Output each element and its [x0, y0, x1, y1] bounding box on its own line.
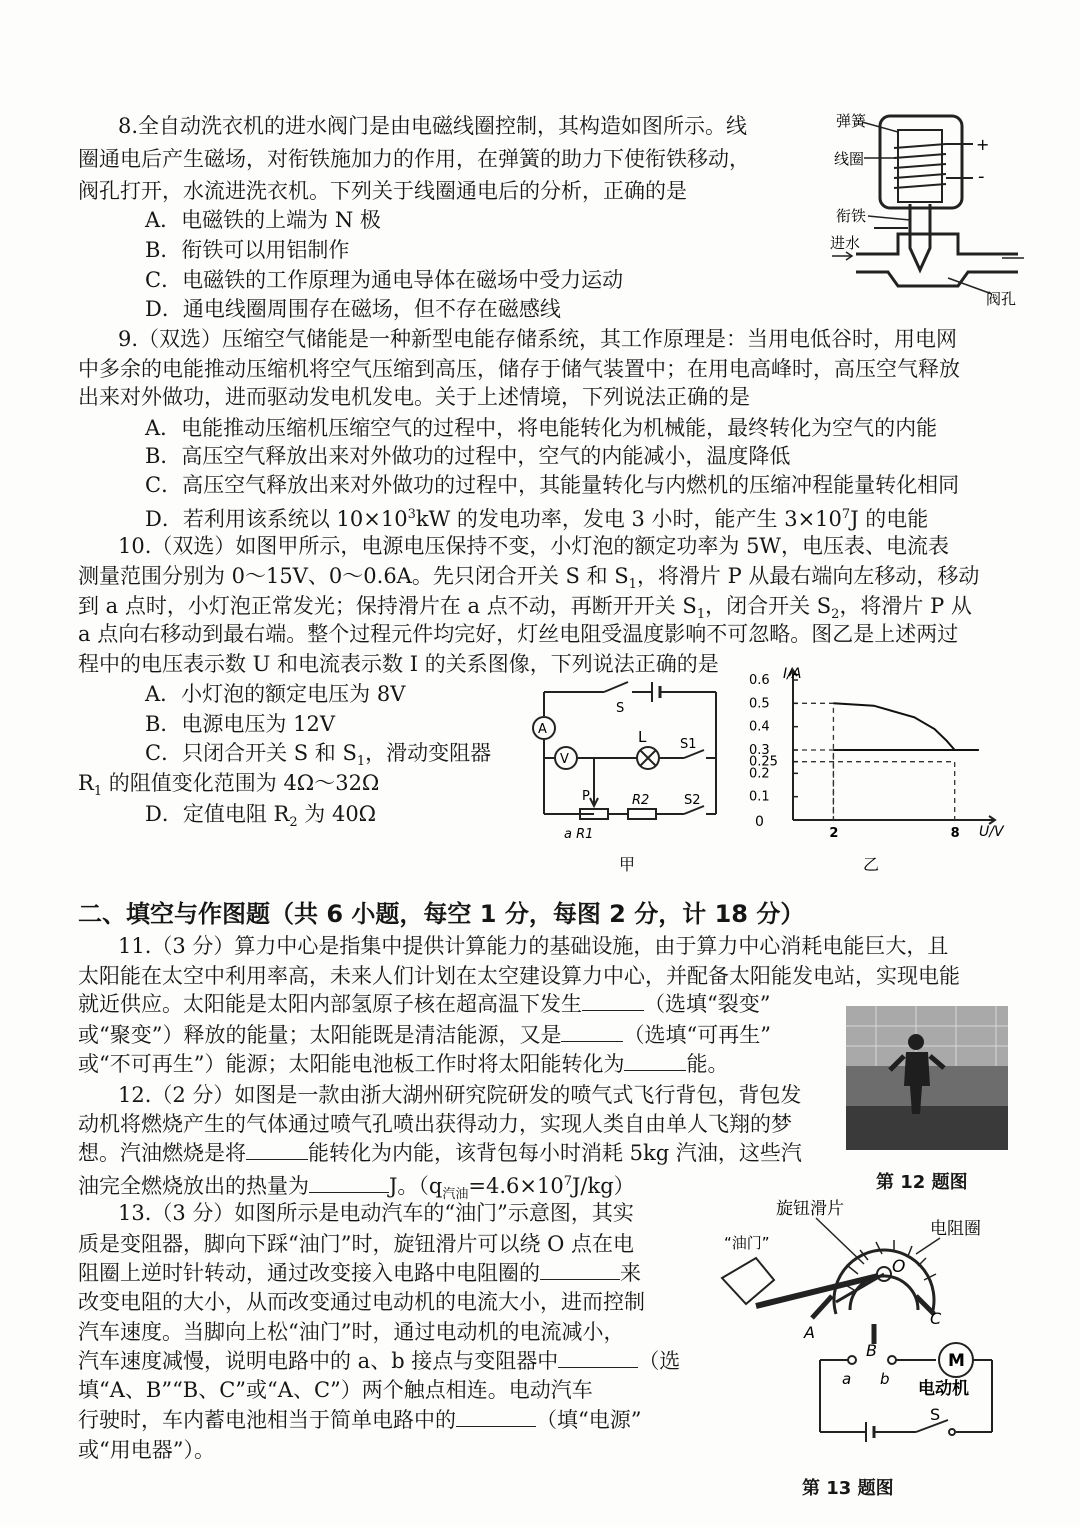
- resistor-r2: [628, 809, 656, 819]
- q13-line1: 13.（3 分）如图所示是电动汽车的“油门”示意图，其实: [118, 1201, 634, 1225]
- plus-terminal: +: [976, 135, 990, 154]
- q13-line9: 或“用电器”）。: [78, 1438, 215, 1462]
- q13-line5: 汽车速度。当脚向上松“油门”时，通过电动机的电流减小，: [78, 1320, 625, 1344]
- svg-text:A: A: [804, 1323, 815, 1342]
- q11-line3: 就近供应。太阳能是太阳内部氢原子核在超高温下发生 （选填“裂变”: [78, 992, 771, 1016]
- svg-text:R2: R2: [632, 793, 650, 808]
- q12-caption: 第 12 题图: [876, 1172, 968, 1193]
- q10-option-a: A．小灯泡的额定电压为 8V: [145, 682, 406, 706]
- graph-xlabel: U/V: [979, 824, 1004, 840]
- q10-option-b: B．电源电压为 12V: [145, 712, 335, 736]
- svg-text:S1: S1: [680, 737, 697, 752]
- graph-caption: 乙: [863, 855, 880, 874]
- valve-hole-label: 阀孔: [986, 290, 1017, 308]
- motor-label: 电动机: [918, 1379, 969, 1399]
- q10-stem-line1: 10.（双选）如图甲所示，电源电压保持不变，小灯泡的额定功率为 5W，电压表、电流表: [118, 534, 950, 558]
- q11-blank-1[interactable]: [582, 990, 644, 1011]
- q8-stem-line3: 阀孔打开，水流进洗衣机。下列关于线圈通电后的分析，正确的是: [78, 179, 687, 203]
- q10-option-d: D．定值电阻 $R_2$ 为 40Ω: [145, 802, 377, 831]
- q10-stem-line4: a 点向右移动到最右端。整个过程元件均完好，灯丝电阻受温度影响不可忽略。图乙是上述两过: [78, 622, 959, 646]
- q13-line8: 行驶时，车内蓄电池相当于简单电路中的 （填“电源”: [78, 1408, 642, 1432]
- q12-line4: 油完全燃烧放出的热量为 J。$(q_{汽油}=4.6\times 10^7J/kg)$: [78, 1174, 635, 1203]
- q13-line2: 质是变阻器，脚向下踩“油门”时，旋钮滑片可以绕 O 点在电: [78, 1232, 635, 1256]
- upper-pipe: [856, 234, 1018, 254]
- section-2-title: 二、填空与作图题（共 6 小题，每空 1 分，每图 2 分，计 18 分）: [78, 900, 805, 928]
- q9-stem-line2: 中多余的电能推动压缩机将空气压缩到高压，储存于储气装置中；在用电高峰时，高压空气释放: [78, 357, 960, 381]
- svg-text:V: V: [560, 752, 569, 767]
- q11-line1: 11.（3 分）算力中心是指集中提供计算能力的基础设施，由于算力中心消耗电能巨大，且: [118, 934, 949, 958]
- q9-stem-line1: 9.（双选）压缩空气储能是一种新型电能存储系统，其工作原理是：当用电低谷时，用电网: [118, 327, 958, 351]
- graph-origin: 0: [755, 814, 764, 830]
- svg-text:M: M: [948, 1351, 965, 1371]
- q10-stem-line5: 程中的电压表示数 U 和电流表示数 I 的关系图像，下列说法正确的是: [78, 652, 719, 676]
- y-tick-label: 0.2: [749, 766, 770, 782]
- q12-jetpack-photo: [846, 1006, 1008, 1150]
- q12-line1: 12.（2 分）如图是一款由浙大湖州研究院研发的喷气式飞行背包，背包发: [118, 1083, 802, 1107]
- q11-blank-3[interactable]: [624, 1050, 686, 1071]
- svg-text:B: B: [866, 1341, 877, 1360]
- pilot-head: [908, 1034, 924, 1050]
- svg-text:S: S: [616, 701, 625, 716]
- svg-text:O: O: [892, 1257, 906, 1277]
- q13-blank-2[interactable]: [558, 1347, 638, 1368]
- q13-blank-3[interactable]: [456, 1406, 536, 1427]
- svg-text:C: C: [930, 1309, 942, 1328]
- q9-option-d: D．若利用该系统以 $10\times 10^3kW$ 的发电功率，发电 3 小时，能产生 $3\times 10^7J$ 的电能: [145, 507, 929, 531]
- q11-line4: 或“聚变”）释放的能量；太阳能既是清洁能源，又是 （选填“可再生”: [78, 1023, 771, 1047]
- x-tick-label: 2: [829, 826, 839, 841]
- pedal-label: “油门”: [724, 1234, 770, 1252]
- q8-option-b: B．衔铁可以用铝制作: [145, 238, 350, 262]
- circuit-caption: 甲: [619, 855, 636, 874]
- dashed-guide: [793, 762, 955, 820]
- q10-option-c: C．只闭合开关 S 和 $S_1$，滑动变阻器: [145, 741, 492, 770]
- q12-line3: 想。汽油燃烧是将 能转化为内能，该背包每小时消耗 5kg 汽油，这些汽: [78, 1141, 802, 1165]
- svg-text:S: S: [930, 1405, 941, 1424]
- q9-option-c: C．高压空气释放出来对外做功的过程中，其能量转化与内燃机的压缩冲程能量转化相同: [145, 473, 960, 497]
- q9-option-b: B．高压空气释放出来对外做功的过程中，空气的内能减小，温度降低: [145, 444, 791, 468]
- y-tick-label: 0.25: [749, 754, 778, 770]
- graph-ylabel: I/A: [783, 666, 802, 682]
- coil-label: 线圈: [834, 150, 865, 168]
- q13-blank-1[interactable]: [540, 1259, 620, 1280]
- svg-text:a R1: a R1: [564, 827, 594, 842]
- q10-stem-line2: 测量范围分别为 0～15V、0～0.6A。先只闭合开关 S 和 $S_1$，将滑片 P 从最右端向左移动，移动: [78, 564, 980, 593]
- q9-stem-line3: 出来对外做功，进而驱动发电机发电。关于上述情境，下列说法正确的是: [78, 385, 750, 409]
- q10-stem-line3: 到 a 点时，小灯泡正常发光；保持滑片在 a 点不动，再断开开关 $S_1$，闭合开关 $S_2$，将滑片 P 从: [78, 594, 972, 623]
- x-tick-label: 8: [950, 826, 960, 841]
- y-tick-label: 0.6: [749, 673, 770, 688]
- armature-label: 衔铁: [836, 207, 867, 225]
- q13-line3: 阻圈上逆时针转动，通过改变接入电路中电阻圈的 来: [78, 1261, 641, 1285]
- q8-option-d: D．通电线圈周围存在磁场，但不存在磁感线: [145, 297, 561, 321]
- q8-option-c: C．电磁铁的工作原理为通电导体在磁场中受力运动: [145, 268, 624, 292]
- q8-stem-line2: 圈通电后产生磁场，对衔铁施加力的作用，在弹簧的助力下使衔铁移动，: [78, 147, 750, 171]
- svg-text:S2: S2: [684, 793, 701, 808]
- q11-line5: 或“不可再生”）能源；太阳能电池板工作时将太阳能转化为 能。: [78, 1052, 729, 1076]
- coil-windings: [894, 144, 946, 188]
- svg-text:b: b: [880, 1370, 890, 1388]
- y-tick-label: 0.4: [749, 719, 770, 735]
- q8-option-a: A．电磁铁的上端为 N 极: [145, 208, 381, 232]
- q13-line4: 改变电阻的大小，从而改变通过电动机的电流大小，进而控制: [78, 1290, 645, 1314]
- y-tick-label: 0.3: [749, 743, 770, 758]
- spring-label: 弹簧: [836, 112, 867, 130]
- y-tick-label: 0.1: [749, 789, 770, 805]
- svg-text:P: P: [582, 789, 590, 804]
- q9-option-a: A．电能推动压缩机压缩空气的过程中，将电能转化为机械能，最终转化为空气的内能: [145, 416, 938, 440]
- q8-stem-line1: 8.全自动洗衣机的进水阀门是由电磁线圈控制，其构造如图所示。线: [118, 114, 748, 138]
- pedal-foot: [722, 1258, 774, 1304]
- series-curve: [833, 703, 954, 750]
- q10-option-c-cont: $R_1$ 的阻值变化范围为 4Ω～32Ω: [78, 771, 380, 800]
- q12-line2: 动机将燃烧产生的气体通过喷气孔喷出获得动力，实现人类自由单人飞翔的梦: [78, 1112, 792, 1136]
- q11-blank-2[interactable]: [561, 1021, 623, 1042]
- q12-blank-1[interactable]: [246, 1139, 308, 1160]
- q13-line7: 填“A、B”“B、C”或“A、C”）两个触点相连。电动汽车: [78, 1378, 593, 1402]
- q8-valve-figure: [828, 108, 1028, 308]
- q13-line6: 汽车速度减慢，说明电路中的 a、b 接点与变阻器中 （选: [78, 1349, 681, 1373]
- minus-terminal: -: [978, 166, 985, 187]
- svg-text:A: A: [538, 722, 547, 737]
- lower-pipe: [856, 272, 1018, 286]
- q10-iu-graph: [735, 660, 1005, 880]
- q13-throttle-figure: [716, 1194, 1016, 1464]
- svg-text:a: a: [842, 1370, 852, 1388]
- svg-text:L: L: [638, 728, 647, 746]
- water-in-label: 进水: [830, 234, 861, 252]
- armature: [910, 204, 930, 270]
- q11-line2: 太阳能在太空中利用率高，未来人们计划在太空建设算力中心，并配备太阳能发电站，实现电能: [78, 964, 960, 988]
- q10-circuit-figure: [524, 680, 729, 875]
- slider-label: 旋钮滑片: [776, 1199, 844, 1219]
- q12-blank-2[interactable]: [309, 1172, 389, 1193]
- coil-label: 电阻圈: [930, 1219, 981, 1239]
- q13-caption: 第 13 题图: [802, 1478, 894, 1499]
- dashed-guide: [793, 750, 833, 820]
- y-tick-label: 0.5: [749, 696, 770, 712]
